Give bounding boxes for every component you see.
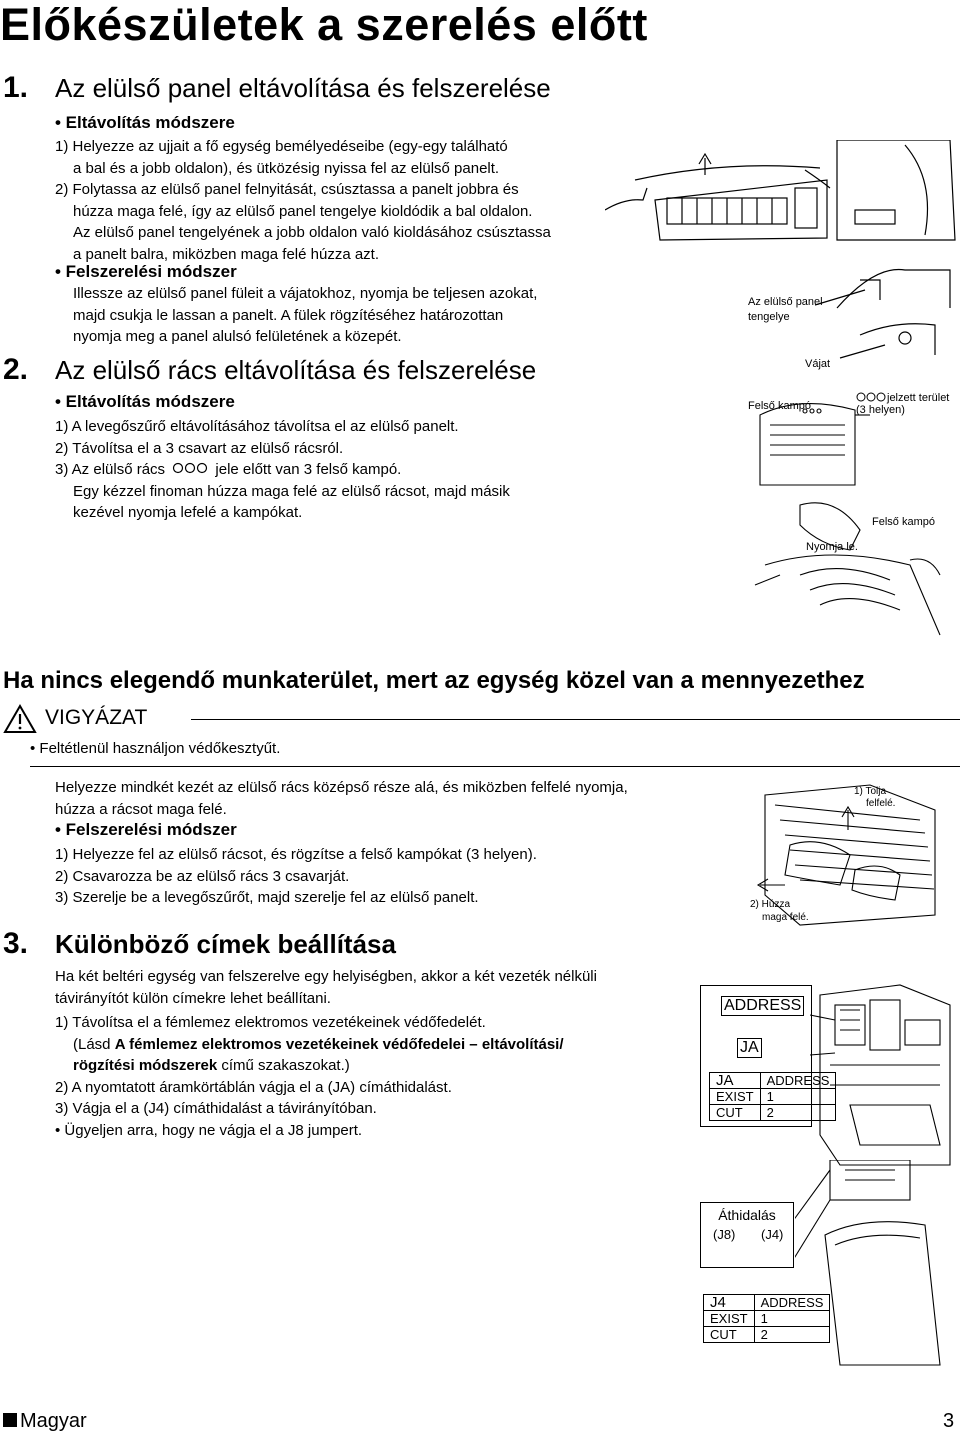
table-header: ADDRESS [754, 1295, 830, 1311]
sec3-steps [55, 1012, 564, 1141]
text-line: majd csukja le lassan a panelt. A fülek rögzítéséhez határozottan [73, 306, 504, 324]
text-part: című szakaszokat.) [217, 1057, 350, 1074]
j4-address-table [703, 1294, 830, 1343]
table-header: J4 [704, 1295, 755, 1311]
text-line: húzza a rácsot maga felé. [55, 800, 227, 818]
text-line: Egy kézzel finoman húzza maga felé az elülső rácsot, majd másik [73, 482, 510, 500]
square-bullet-icon [3, 1413, 17, 1427]
jumper-labels-row [701, 1227, 793, 1245]
section-3-title: Különböző címek beállítása [55, 929, 396, 959]
text-line: Illessze az elülső panel füleit a vájatokhoz, nyomja be teljesen azokat, [73, 285, 538, 302]
sec1-install-text [73, 283, 537, 348]
front-panel-removal-illustration [605, 140, 960, 380]
text-line: nyomja meg a panel alulsó felületének a közepét. [73, 328, 402, 345]
fig-label-push-down: Nyomja le. [806, 541, 858, 553]
fig-label-upper-hook-2: Felső kampó [872, 516, 935, 528]
jumper-callout-box [700, 1202, 794, 1268]
footer-language-label: Magyar [20, 1410, 87, 1432]
section-2-title: Az elülső rács eltávolítása és felszerelése [55, 355, 537, 385]
step-3: 3) Vágja el a (J4) címáthidalást a távirányítóban. [55, 1100, 377, 1117]
fig-label-pull-1: 2) Húzza [750, 899, 791, 910]
pcb-callout-box [700, 985, 830, 1127]
jumper-j4-label: (J4) [761, 1227, 784, 1242]
fig-label-mark-area-1: jelzett terület [887, 392, 950, 404]
text-part: (Lásd [73, 1035, 115, 1053]
step-1: 1) Távolítsa el a fémlemez elektromos vezetékeinek védőfedelét. [55, 1014, 486, 1031]
table-cell: 1 [754, 1311, 830, 1327]
step-1-note-2 [55, 1055, 564, 1077]
table-header: JA [710, 1073, 761, 1089]
pcb-address-label: ADDRESS [721, 996, 804, 1016]
front-grille-hooks-illustration [740, 385, 960, 640]
jumper-label: Áthidalás [718, 1207, 776, 1223]
caution-rule [191, 719, 960, 720]
three-circle-mark-icon [172, 459, 208, 481]
fig-label-axis-1: Az elülső panel [748, 296, 823, 308]
table-cell: 2 [754, 1327, 830, 1343]
caution-end-rule [30, 766, 960, 767]
notice-text [55, 777, 628, 820]
fig-label-push-1: 1) Tolja [854, 786, 887, 797]
section-2-number: 2. [3, 353, 29, 386]
fig-label-axis-2: tengelye [748, 311, 790, 323]
fig-label-upper-hook: Felső kampó [748, 400, 811, 412]
text-line: 2) Csavarozza be az elülső rács 3 csavarját. [55, 867, 350, 885]
notice-install-heading: • Felszerelési módszer [55, 820, 237, 839]
section-3-heading [3, 929, 396, 959]
footer-language [3, 1409, 87, 1433]
text-line: a panelt balra, miközben maga felé húzza azt. [73, 245, 380, 263]
caution-bar [3, 704, 960, 734]
table-cell: 1 [760, 1089, 836, 1105]
caution-item: • Feltétlenül használjon védőkesztyűt. [30, 740, 281, 757]
sec1-install-heading: • Felszerelési módszer [55, 262, 237, 281]
table-cell: CUT [710, 1105, 761, 1121]
text-line: 1) Helyezze fel az elülső rácsot, és rögzítse a felső kampókat (3 helyen). [55, 846, 537, 863]
text-line: Az elülső panel tengelyének a jobb oldalon való kioldásához csúsztassa [73, 224, 551, 241]
text-line [55, 459, 510, 481]
caution-label: VIGYÁZAT [45, 706, 148, 729]
section-1-heading [3, 73, 551, 103]
table-cell: 2 [760, 1105, 836, 1121]
text-line: 1) A levegőszűrő eltávolításához távolítsa el az elülső panelt. [55, 418, 459, 435]
table-header: ADDRESS [760, 1073, 836, 1089]
jumper-j8-label: (J8) [713, 1227, 736, 1242]
sec1-removal-heading: • Eltávolítás módszere [55, 113, 235, 132]
text-part: A fémlemez elektromos vezetékeinek védőfedelei – eltávolítási/ [114, 1035, 564, 1053]
notice-install-text [55, 844, 537, 909]
text-line: Ha két beltéri egység van felszerelve egy helyiségben, akkor a két vezeték nélküli [55, 968, 597, 985]
text-line: 3) Szerelje be a levegőszűrőt, majd szerelje fel az elülső panelt. [55, 889, 479, 906]
step-2: 2) A nyomtatott áramkörtáblán vágja el a (JA) címáthidalást. [55, 1078, 452, 1096]
sec2-removal-text [55, 416, 510, 524]
text-line: húzza maga felé, így az elülső panel tengelye kioldódik a bal oldalon. [73, 202, 533, 220]
sec2-removal-heading: • Eltávolítás módszere [55, 392, 235, 411]
text-line: a bal és a jobb oldalon), és ütközésig nyissa fel az elülső panelt. [73, 159, 500, 177]
page-number: 3 [943, 1410, 955, 1432]
fig-label-mark-area-2: (3 helyen) [856, 404, 905, 416]
text-line: 1) Helyezze az ujjait a fő egység bemélyedéseibe (egy-egy található [55, 138, 508, 155]
pcb-ja-label: JA [737, 1038, 762, 1058]
sec3-intro [55, 966, 597, 1009]
page-title: Előkészületek a szerelés előtt [0, 0, 648, 50]
pcb-board-illustration [810, 975, 960, 1170]
table-cell: EXIST [710, 1089, 761, 1105]
three-circle-mark-icon [857, 393, 885, 401]
section-1-number: 1. [3, 71, 29, 104]
fig-label-groove: Vájat [805, 358, 831, 370]
sec3-bullet: • Ügyeljen arra, hogy ne vágja el a J8 jumpert. [55, 1121, 363, 1139]
step-1-note [55, 1034, 564, 1056]
grille-push-pull-illustration [740, 775, 960, 935]
text-line: Helyezze mindkét kezét az elülső rács középső része alá, és miközben felfelé nyomja, [55, 779, 628, 796]
fig-label-pull-2: maga felé. [762, 912, 809, 923]
text-line: 2) Távolítsa el a 3 csavart az elülső rácsról. [55, 439, 344, 457]
text-part: jele előtt van 3 felső kampó. [215, 461, 402, 478]
fig-label-push-2: felfelé. [866, 798, 896, 809]
sec1-removal-text [55, 136, 551, 265]
notice-heading: Ha nincs elegendő munkaterület, mert az egység közel van a mennyezethez [3, 667, 865, 694]
text-line: távirányítót külön címekre lehet beállítani. [55, 989, 331, 1007]
text-part: rögzítési módszerek [73, 1057, 218, 1074]
section-1-title: Az elülső panel eltávolítása és felszerelése [55, 73, 551, 103]
text-line: kezével nyomja lefelé a kampókat. [73, 504, 303, 522]
section-3-number: 3. [3, 927, 29, 960]
warning-triangle-icon [3, 704, 37, 734]
text-part: 3) Az elülső rács [55, 461, 166, 478]
section-2-heading [3, 355, 536, 385]
table-cell: CUT [704, 1327, 755, 1343]
text-line: 2) Folytassa az elülső panel felnyitását, csúsztassa a panelt jobbra és [55, 181, 519, 198]
table-cell: EXIST [704, 1311, 755, 1327]
